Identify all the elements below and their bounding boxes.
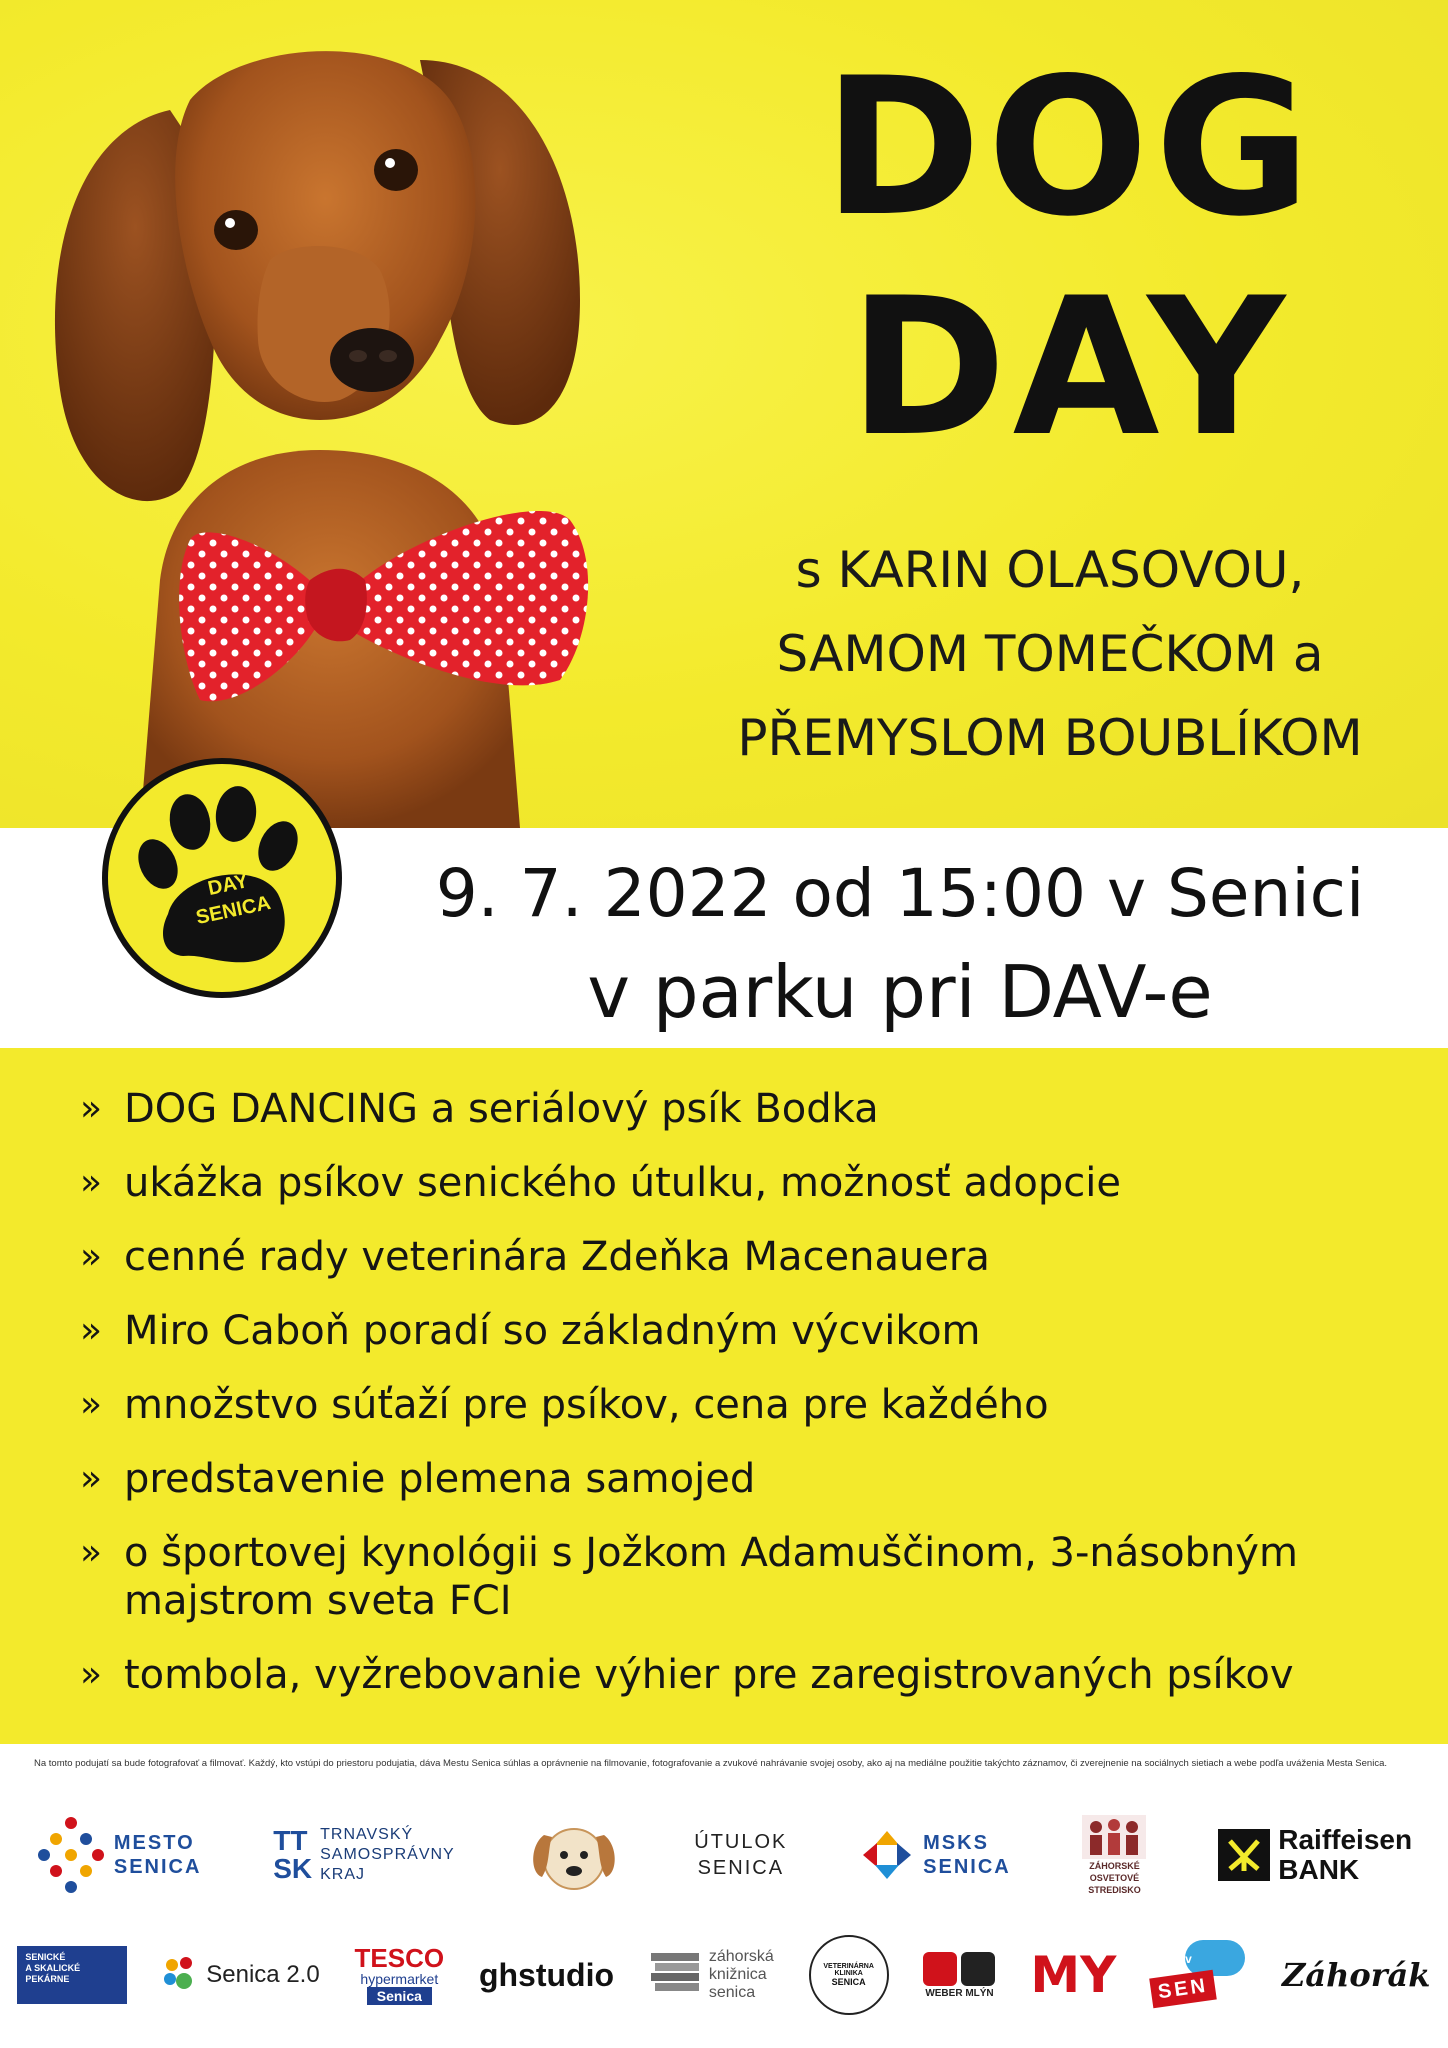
sponsor-row-2 bbox=[0, 1920, 1448, 2030]
ghstudio-logo: ghstudio bbox=[478, 1956, 615, 1993]
tv-sen-logo: tv SEN bbox=[1151, 1940, 1247, 2010]
hosts-line-2: SAMOM TOMEČKOM a bbox=[776, 625, 1324, 683]
kniznica-logo: záhorská knižnica senica bbox=[649, 1948, 774, 2002]
msks-emblem-icon bbox=[859, 1827, 915, 1883]
title-line-2: DAY bbox=[848, 257, 1292, 478]
weber-dark-mark-icon bbox=[961, 1952, 995, 1986]
bullet-icon: » bbox=[80, 1384, 103, 1425]
title-line-1: DOG bbox=[823, 37, 1317, 258]
msks-senica-logo: MSKS SENICA bbox=[859, 1827, 1011, 1883]
raiffeisen-gable-icon bbox=[1218, 1829, 1270, 1881]
list-item: » DOG DANCING a seriálový psík Bodka bbox=[80, 1086, 879, 1132]
hand-icon bbox=[162, 1955, 198, 1995]
bullet-icon: » bbox=[80, 1088, 103, 1129]
badge-line-1: DOG bbox=[198, 844, 248, 876]
weber-mlyn-logo: WEBER MLÝN bbox=[923, 1952, 995, 1999]
list-item: » Miro Caboň poradí so základným výcvikom bbox=[80, 1308, 981, 1354]
list-item: » tombola, vyžrebovanie výhier pre zaregistrovaných psíkov bbox=[80, 1652, 1294, 1698]
list-item: » ukážka psíkov senického útulku, možnosť adopcie bbox=[80, 1160, 1121, 1206]
hosts-block bbox=[690, 528, 1410, 780]
bullet-icon: » bbox=[80, 1532, 103, 1573]
zos-logo: ZÁHORSKÉ OSVETOVÉ STREDISKO bbox=[1082, 1815, 1146, 1895]
books-icon bbox=[649, 1949, 701, 2001]
sponsor-row-1 bbox=[0, 1800, 1448, 1910]
vet-clinic-logo: VETERINÁRNA KLINIKA SENICA bbox=[809, 1935, 889, 2015]
zos-emblem-icon bbox=[1082, 1815, 1146, 1859]
hosts-line-1: s KARIN OLASOVOU, bbox=[795, 541, 1305, 599]
dog-face-logo bbox=[526, 1815, 622, 1895]
event-date-time: 9. 7. 2022 od 15:00 v Senici bbox=[435, 855, 1365, 932]
my-logo: MY bbox=[1030, 1946, 1117, 2004]
mesto-senica-logo: MESTO SENICA bbox=[36, 1815, 202, 1895]
ttsk-logo: TT SK TRNAVSKÝ SAMOSPRÁVNY KRAJ bbox=[273, 1825, 455, 1884]
bullet-icon: » bbox=[80, 1236, 103, 1277]
tesco-logo: TESCO hypermarket Senica bbox=[354, 1943, 445, 2004]
bullet-icon: » bbox=[80, 1162, 103, 1203]
dachshund-photo bbox=[20, 20, 620, 828]
badge-line-3: SENICA bbox=[194, 891, 273, 930]
dog-face-icon bbox=[526, 1815, 622, 1895]
pekarne-logo: SENICKÉ A SKALICKÉ PEKÁRNE bbox=[17, 1946, 127, 2004]
zahorak-logo: Záhorák bbox=[1281, 1956, 1431, 1994]
bullet-icon: » bbox=[80, 1458, 103, 1499]
list-item: » množstvo súťaží pre psíkov, cena pre každého bbox=[80, 1382, 1049, 1428]
raiffeisen-bank-logo: Raiffeisen BANK bbox=[1218, 1825, 1412, 1885]
senica20-logo: Senica 2.0 bbox=[162, 1955, 319, 1995]
mesto-senica-emblem-icon bbox=[36, 1815, 106, 1895]
program-list bbox=[80, 1085, 1420, 1725]
list-item: » predstavenie plemena samojed bbox=[80, 1456, 756, 1502]
utulok-senica-logo: ÚTULOK SENICA bbox=[694, 1831, 788, 1879]
event-title bbox=[760, 38, 1380, 478]
dog-day-senica-badge bbox=[102, 758, 342, 998]
list-item: » cenné rady veterinára Zdeňka Macenauera bbox=[80, 1234, 990, 1280]
event-location: v parku pri DAV-e bbox=[587, 950, 1213, 1034]
hosts-line-3: PŘEMYSLOM BOUBLÍKOM bbox=[737, 709, 1363, 767]
list-item: » o športovej kynológii s Jožkom Adamuščinom, 3-násobným majstrom sveta FCI bbox=[80, 1530, 1298, 1624]
weber-red-mark-icon bbox=[923, 1952, 957, 1986]
bullet-icon: » bbox=[80, 1310, 103, 1351]
bullet-icon: » bbox=[80, 1654, 103, 1695]
badge-line-2: DAY bbox=[205, 870, 251, 900]
photo-disclaimer: Na tomto podujatí sa bude fotografovať a filmovať. Každý, kto vstúpi do priestoru podujatia, dáva Mestu Senica súhlas a oprávnenie na filmovanie, fotografovanie a zvukové nahrávanie svojej osoby, ako aj na mediálne použitie takýchto záznamov, či zverejnenie na sociálnych sietiach a webe podľa uváženia Mesta Senica. bbox=[34, 1758, 1387, 1769]
